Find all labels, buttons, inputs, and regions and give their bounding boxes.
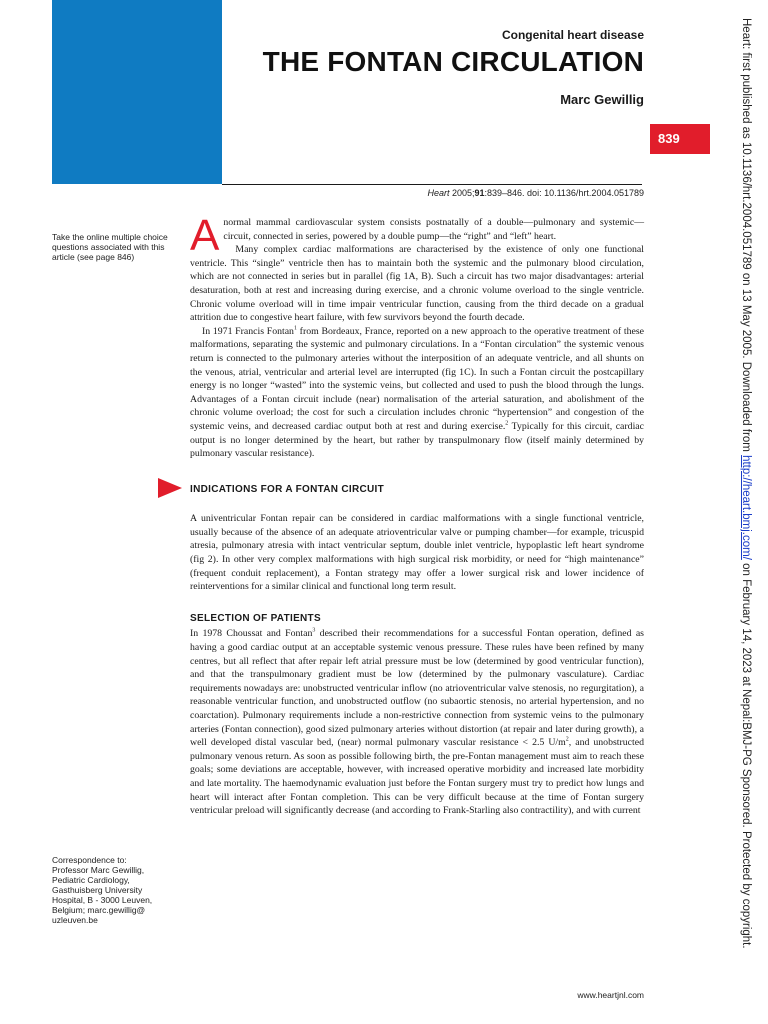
citation-journal: Heart [427,188,450,198]
section-heading-indications [190,483,644,497]
citation-year: 2005; [449,188,475,198]
section-heading-text: INDICATIONS FOR A FONTAN CIRCUIT [190,483,385,495]
body-paragraph: Many complex cardiac malformations are characterised by the existence of only one functional ventricle. This “single” ventricle then has to maintain both the systemic and the pulmonary blood circulation, which are not connected in series but in parallel (fig 1A, B). Such a circuit has two major disadvantages: arterial desaturation, both at rest and increasing during exercise, and a chronic volume overload to the single ventricle. Chronic volume overload will in time impair ventricular function, causing from the third decade on a gradual attrition due to congestive heart failure, with few survivors beyond the fourth decade. [190,244,644,324]
reference-marker[interactable]: 2 [505,420,509,427]
correspondence-line: Gasthuisberg University [52,885,143,895]
section-arrow-icon [158,478,182,498]
section-heading-selection: SELECTION OF PATIENTS [190,612,321,624]
unit-superscript: 2 [565,736,569,743]
reference-marker[interactable]: 3 [312,628,316,635]
article-body [190,211,644,818]
download-notice [740,18,752,949]
footer-url: www.heartjnl.com [577,990,644,1000]
correspondence-note [52,855,176,925]
correspondence-line: Hospital, B - 3000 Leuven, [52,895,153,905]
download-notice-suffix: on February 14, 2023 at Nepal:BMJ-PG Sponsored. Protected by copyright. [740,559,752,949]
correspondence-line: Pediatric Cardiology, [52,875,130,885]
correspondence-line: Belgium; marc.gewillig@ [52,905,146,915]
paragraph-text: , and unobstructed pulmonary venous return. As soon as possible following birth, the pre-Fontan management must aim to reach these goals; some deviations are acceptable, however, with increased operative morbidity and increased late morbidity and late mortality. The haemodynamic evaluation just before the Fontan surgery must try to predict how lungs and heart will interact after Fontan completion. This can be very difficult because at the time of Fontan surgery ventricular preload will significantly decrease (and according to Frank-Starling also contractility), and with current [190,737,644,817]
intro-paragraph [190,211,644,260]
article-title: THE FONTAN CIRCULATION [262,46,644,77]
body-paragraph [190,325,644,461]
citation-line [427,188,644,198]
header-color-block [52,0,222,184]
page-number-badge: 839 [650,124,710,154]
drop-cap-letter: A [190,211,220,260]
citation-volume: 91 [474,188,485,198]
paragraph-text: described their recommendations for a successful Fontan operation, defined as having a good cardiac output at an acceptable systemic venous pressure. These rules have been refined by many centres, but all reflect that after repair left atrial pressure must be low (determined by good ventricular function), and that the transpulmonary gradient must be low (determined by the pulmonary vasculature). Cardiac requirements nowadays are: unobstructed ventricular inflow (no atrioventricular valve stenosis, no regurgitation), a reasonable ventricular function, and unobstructed outflow (no subaortic stenosis, no arterial hypertension, and no coarctation). Pulmonary requirements include a non-restrictive connection from systemic veins to the pulmonary arteries (Fontan connection), good sized pulmonary arteries without distortion (at repair and later during growth), a well developed distal vascular bed, (near) normal pulmonary vascular resistance < 2.5 U/m [190,628,644,749]
body-paragraph [190,627,644,817]
body-paragraph: A univentricular Fontan repair can be considered in cardiac malformations with a single functional ventricle, usually because of the absence of an adequate atrioventricular valve or pumping chamber—for example, tricuspid atresia, pulmonary atresia with intact ventricular septum, double inlet ventricle, hypoplastic left heart syndrome (fig 2). In other very complex malformations with high surgical risk morbidity, or need for “high maintenance” (frequent conduit replacement), a Fontan strategy may offer a lower surgical risk and lower incidence of reinterventions for a similar clinical and functional long term result. [190,513,644,593]
intro-text: normal mammal cardiovascular system consists postnatally of a double—pulmonary and systemic—circuit, connected in series, powered by a double pump—the “right” and “left” heart. [223,217,644,242]
paragraph-text: In 1978 Choussat and Fontan [190,628,313,640]
article-category: Congenital heart disease [501,28,644,42]
quiz-note: Take the online multiple choice questions associated with this article (see page 846) [52,232,168,262]
journal-site-link[interactable]: http://heart.bmj.com/ [740,455,752,560]
paragraph-text: from Bordeaux, France, reported on a new approach to the operative treatment of these malformations, separating the systemic and pulmonary circulations. In a “Fontan circulation” the systemic venous return is connected to the pulmonary arteries without the interposition of an adequate ventricle, and all shunts on the venous, atrial, ventricular and arterial level are interrupted (fig 1C). In such a Fontan circuit the postcapillary energy is no longer “wasted” into the systemic veins, but collected and used to push the blood through the lungs. Advantages of a Fontan circuit include (near) normalisation of the arterial saturation, and abolishment of the chronic volume overload; the cost for such a circulation includes chronic “hypertension” and congestion of the systemic veins, and decreased cardiac output both at rest and during exercise. [190,325,644,432]
citation-pages-doi: :839–846. doi: 10.1136/hrt.2004.051789 [484,188,644,198]
header-divider [222,184,642,185]
article-author: Marc Gewillig [560,92,644,107]
reference-marker[interactable]: 1 [293,325,297,332]
correspondence-line: uzleuven.be [52,915,98,925]
correspondence-line: Professor Marc Gewillig, [52,865,145,875]
paragraph-text: Typically for this circuit, cardiac output is no longer determined by the heart, but rather by transpulmonary flow (itself mainly determined by pulmonary vascular resistance). [190,420,644,460]
download-notice-prefix: Heart: first published as 10.1136/hrt.2004.051789 on 13 May 2005. Downloaded from [740,18,752,456]
paragraph-text: In 1971 Francis Fontan [202,325,294,337]
correspondence-line: Correspondence to: [52,855,127,865]
